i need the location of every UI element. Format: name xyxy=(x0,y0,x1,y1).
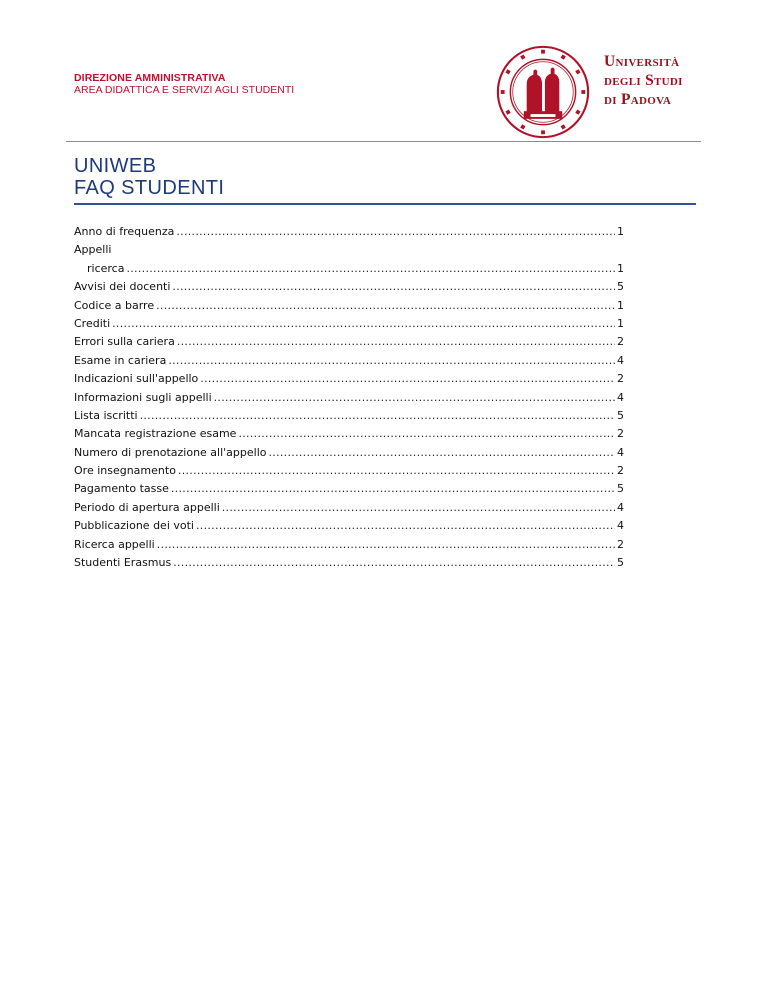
toc-entry-page-number: 5 xyxy=(617,408,624,422)
toc-entry-page-number: 5 xyxy=(617,280,624,294)
toc-entry-leader xyxy=(156,297,615,315)
department-area: AREA DIDATTICA E SERVIZI AGLI STUDENTI xyxy=(74,84,295,96)
department-header xyxy=(74,72,294,96)
toc-entry-page-number: 5 xyxy=(617,482,624,496)
toc-entry[interactable] xyxy=(74,260,624,278)
toc-entry-leader xyxy=(171,480,615,498)
university-name-line-3: di Padova xyxy=(604,91,672,108)
toc-entry-label: Mancata registrazione esame xyxy=(74,427,237,441)
toc-entry[interactable] xyxy=(74,536,624,554)
toc-entry-page-number: 4 xyxy=(617,500,624,514)
header-divider xyxy=(66,141,701,142)
toc-entry-page-number: 4 xyxy=(617,353,624,367)
toc-entry-label: Pubblicazione dei voti xyxy=(74,519,194,533)
toc-entry[interactable] xyxy=(74,444,624,462)
toc-entry-leader xyxy=(178,462,615,480)
toc-entry-label: Anno di frequenza xyxy=(74,225,175,238)
toc-entry-leader xyxy=(222,499,615,517)
toc-entry-page-number: 4 xyxy=(617,445,624,459)
toc-entry[interactable] xyxy=(74,407,624,425)
toc-entry[interactable] xyxy=(74,480,624,498)
toc-entry-label: Codice a barre xyxy=(74,298,155,312)
toc-entry[interactable] xyxy=(74,278,624,296)
toc-entry-label: Errori sulla cariera xyxy=(74,335,175,349)
toc-entry-leader xyxy=(196,517,615,535)
toc-entry-leader xyxy=(177,333,615,351)
toc-entry[interactable] xyxy=(74,389,624,407)
toc-entry-page-number: 2 xyxy=(617,372,624,386)
toc-entry-label: Numero di prenotazione all'appello xyxy=(74,445,267,459)
toc-entry-label: Avvisi dei docenti xyxy=(74,280,171,294)
title-line-1: UNIWEB xyxy=(74,155,157,177)
toc-entry-label: ricerca xyxy=(87,261,125,275)
toc-entry-leader xyxy=(140,407,615,425)
university-name-line-1: Università xyxy=(604,53,680,70)
department-title: DIREZIONE AMMINISTRATIVA xyxy=(74,72,226,84)
toc-entry-page-number: 2 xyxy=(617,427,624,441)
toc-entry-label: Studenti Erasmus xyxy=(74,556,172,570)
toc-entry[interactable] xyxy=(74,554,624,572)
toc-entry[interactable] xyxy=(74,352,624,370)
university-name-line-2: degli Studi xyxy=(604,72,683,89)
toc-entry-page-number: 5 xyxy=(617,556,624,570)
toc-entry-page-number: 1 xyxy=(617,225,624,238)
toc-entry-label: Esame in cariera xyxy=(74,353,167,367)
toc-entry-page-number: 2 xyxy=(617,537,624,551)
toc-entry-leader xyxy=(168,352,615,370)
toc-entry-page-number: 4 xyxy=(617,519,624,533)
toc-entry-page-number: 2 xyxy=(617,335,624,349)
toc-entry-leader xyxy=(112,315,615,333)
toc-entry-leader xyxy=(157,536,615,554)
toc-entry-page-number: 1 xyxy=(617,261,624,275)
toc-entry-label: Crediti xyxy=(74,316,111,330)
toc-entry-page-number: 1 xyxy=(617,316,624,330)
toc-entry-label: Informazioni sugli appelli xyxy=(74,390,212,404)
toc-entry[interactable] xyxy=(74,315,624,333)
toc-entry[interactable] xyxy=(74,517,624,535)
title-underline xyxy=(74,203,696,205)
title-line-2: FAQ STUDENTI xyxy=(74,177,225,199)
university-seal-icon xyxy=(495,44,591,140)
toc-entry-label: Ore insegnamento xyxy=(74,464,176,478)
toc-entry-leader xyxy=(172,278,615,296)
toc-entry[interactable] xyxy=(74,499,624,517)
table-of-contents xyxy=(74,223,624,572)
toc-entry-leader xyxy=(176,223,615,241)
toc-entry[interactable] xyxy=(74,297,624,315)
toc-entry-label: Pagamento tasse xyxy=(74,482,169,496)
toc-entry[interactable] xyxy=(74,425,624,443)
toc-entry[interactable] xyxy=(74,241,624,259)
toc-entry-leader xyxy=(200,370,615,388)
toc-entry-leader xyxy=(238,425,615,443)
toc-entry-leader xyxy=(173,554,615,572)
toc-entry-label: Appelli xyxy=(74,243,112,257)
toc-entry-label: Periodo di apertura appelli xyxy=(74,500,220,514)
toc-entry[interactable] xyxy=(74,462,624,480)
toc-entry-page-number: 2 xyxy=(617,464,624,478)
university-name xyxy=(604,52,683,109)
toc-entry-leader xyxy=(214,389,615,407)
toc-entry[interactable] xyxy=(74,333,624,351)
toc-entry-leader xyxy=(126,260,615,278)
toc-entry-page-number: 1 xyxy=(617,298,624,312)
page-title xyxy=(74,155,224,199)
toc-entry-label: Ricerca appelli xyxy=(74,537,155,551)
toc-entry-leader xyxy=(269,444,616,462)
toc-entry[interactable] xyxy=(74,223,624,241)
toc-entry[interactable] xyxy=(74,370,624,388)
toc-entry-page-number: 4 xyxy=(617,390,624,404)
toc-entry-label: Indicazioni sull'appello xyxy=(74,372,199,386)
toc-entry-label: Lista iscritti xyxy=(74,408,138,422)
